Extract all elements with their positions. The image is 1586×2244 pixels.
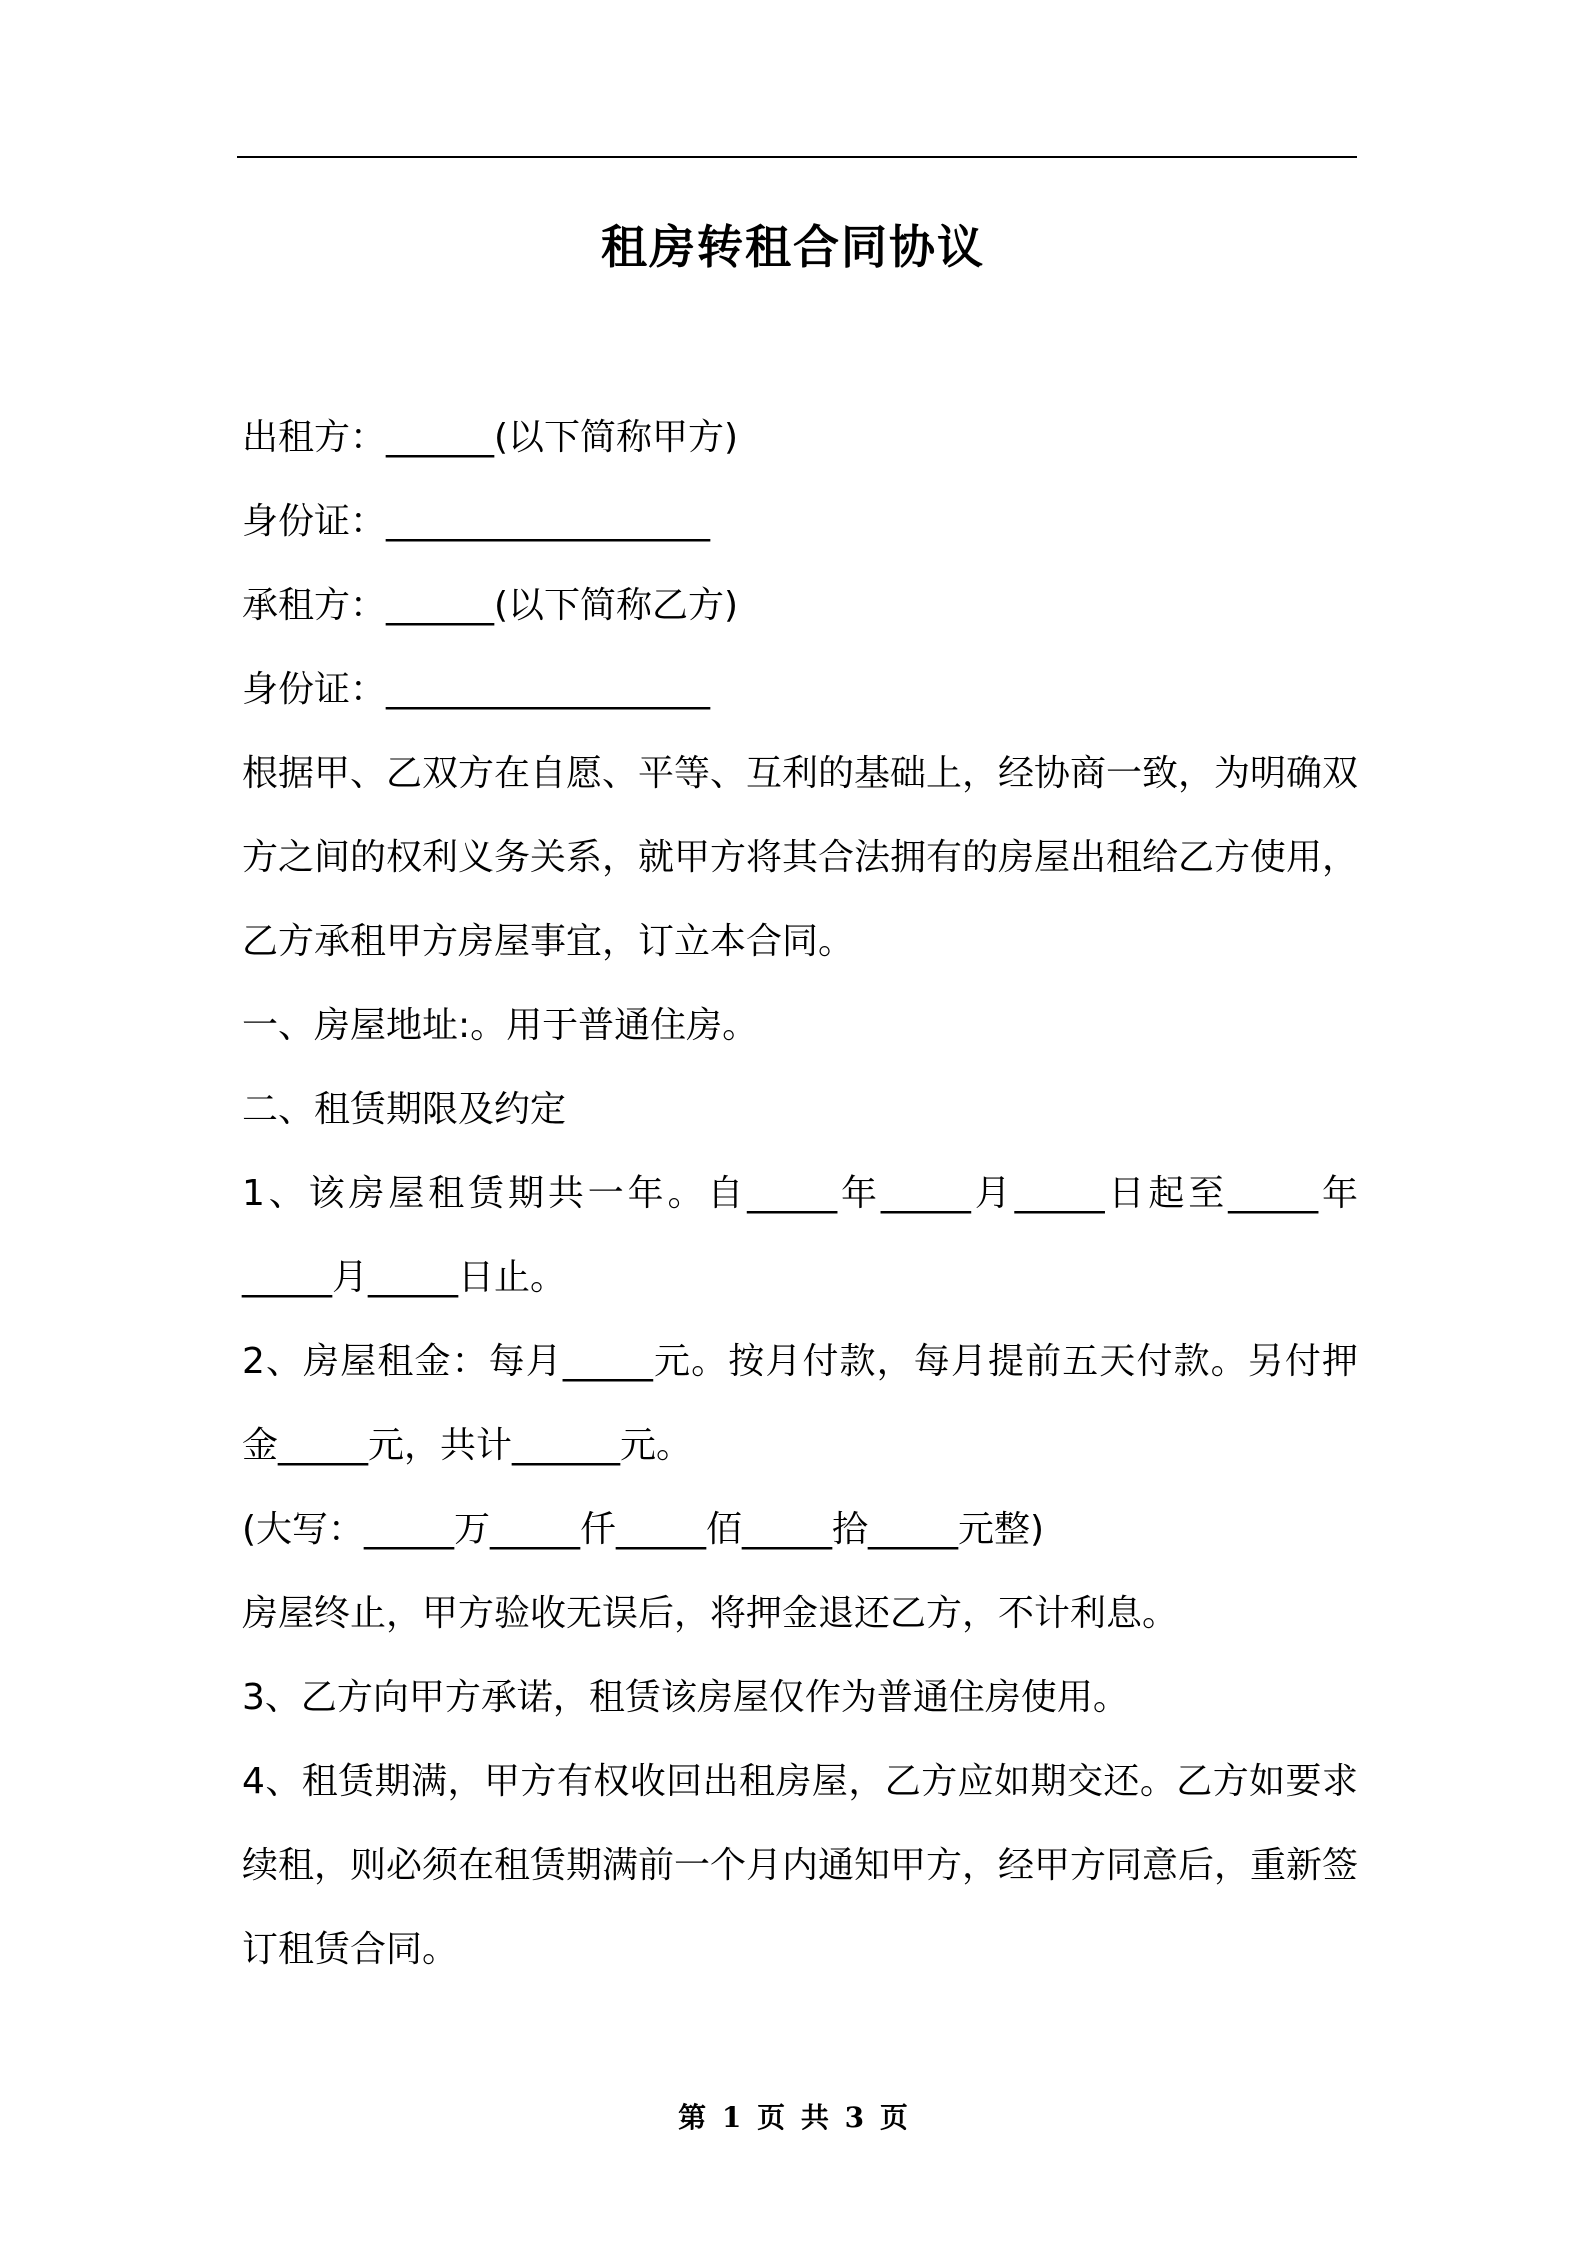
clause-2: 2、房屋租金：每月_____元。按月付款，每月提前五天付款。另付押金_____元，共计______元。 (242, 1341, 1358, 1466)
lessor-id-line: 身份证：__________________ (242, 501, 711, 542)
lessee-id-line: 身份证：__________________ (242, 669, 711, 710)
page-number: 第 1 页 共 3 页 (678, 2101, 908, 2134)
document-body (242, 396, 1358, 1992)
lessee-line: 承租方：______(以下简称乙方) (242, 585, 739, 626)
clause-2-refund: 房屋终止，甲方验收无误后，将押金退还乙方，不计利息。 (242, 1593, 1179, 1634)
document-title: 租房转租合同协议 (601, 220, 985, 274)
header-rule (237, 156, 1357, 158)
clause-2-capital: (大写：_____万_____仟_____佰_____拾_____元整) (242, 1509, 1045, 1550)
intro-paragraph: 根据甲、乙双方在自愿、平等、互利的基础上，经协商一致，为明确双方之间的权利义务关系，就甲方将其合法拥有的房屋出租给乙方使用，乙方承租甲方房屋事宜，订立本合同。 (242, 753, 1359, 962)
lessor-line: 出租方：______(以下简称甲方) (242, 417, 739, 458)
section-1-heading: 一、房屋地址:。用于普通住房。 (242, 1005, 759, 1046)
clause-1: 1、该房屋租赁期共一年。自_____年_____月_____日起至_____年_____月_____日止。 (242, 1173, 1358, 1298)
clause-3: 3、乙方向甲方承诺，租赁该房屋仅作为普通住房使用。 (242, 1677, 1129, 1718)
section-2-heading: 二、租赁期限及约定 (242, 1089, 567, 1130)
clause-4: 4、租赁期满，甲方有权收回出租房屋，乙方应如期交还。乙方如要求续租，则必须在租赁期满前一个月内通知甲方，经甲方同意后，重新签订租赁合同。 (242, 1761, 1359, 1970)
